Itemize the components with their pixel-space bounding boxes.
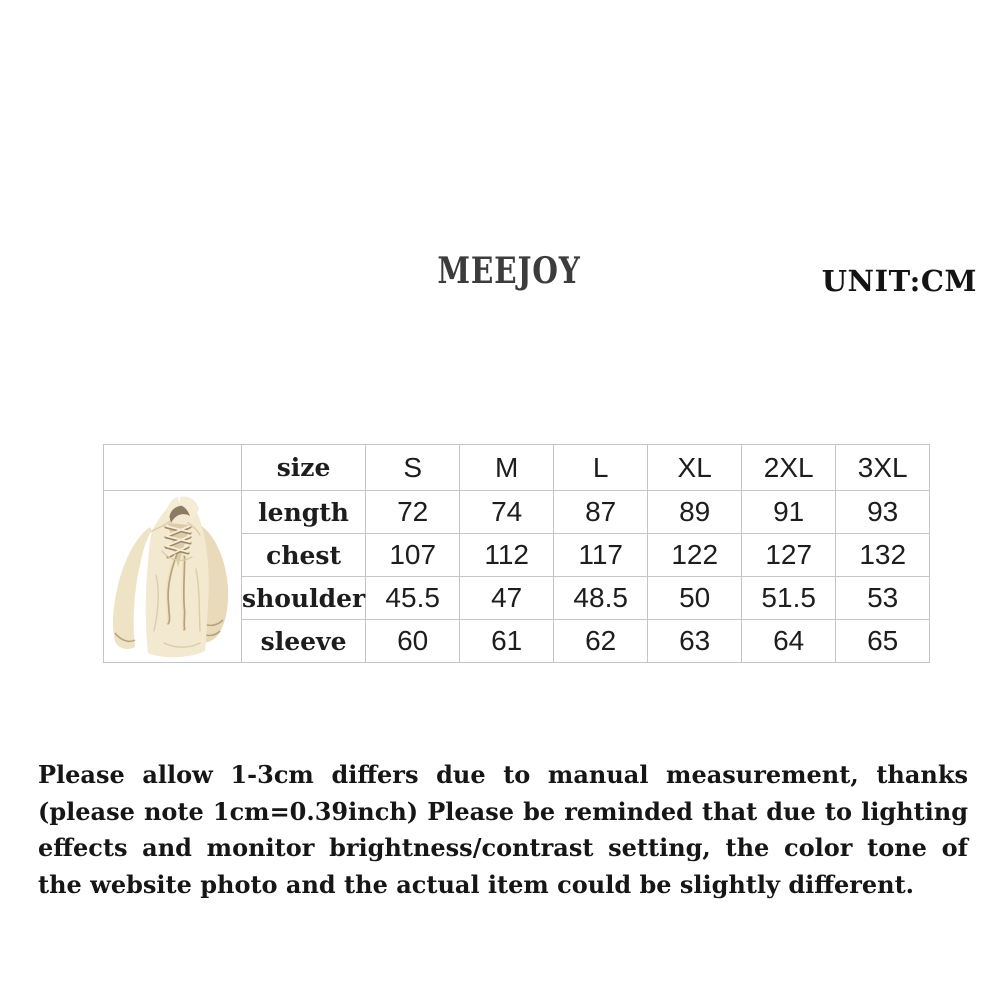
value-cell: 112 <box>460 534 554 577</box>
value-cell: 45.5 <box>366 577 460 620</box>
value-cell: 117 <box>554 534 648 577</box>
table-header-row <box>104 445 930 491</box>
shirt-photo <box>104 491 242 663</box>
column-header-s: S <box>366 445 460 491</box>
table-row-length <box>104 491 930 534</box>
measurement-disclaimer-text: Please allow 1-3cm differs due to manual measurement, thanks (please note 1cm=0.39inch) Please be reminded that due to lighting effects and monitor brightness/contrast setting, the color tone of the website photo and the actual item could be slightly different. <box>38 760 968 899</box>
row-label-sleeve: sleeve <box>242 620 366 663</box>
value-cell: 72 <box>366 491 460 534</box>
empty-corner-cell <box>104 445 242 491</box>
row-label-chest: chest <box>242 534 366 577</box>
row-label-length: length <box>242 491 366 534</box>
value-cell: 93 <box>836 491 930 534</box>
value-cell: 74 <box>460 491 554 534</box>
value-cell: 107 <box>366 534 460 577</box>
column-header-xl: XL <box>648 445 742 491</box>
size-header-cell: size <box>242 445 366 491</box>
value-cell: 89 <box>648 491 742 534</box>
brand-title: MEEJOY <box>437 250 581 292</box>
value-cell: 50 <box>648 577 742 620</box>
value-cell: 60 <box>366 620 460 663</box>
value-cell: 47 <box>460 577 554 620</box>
value-cell: 48.5 <box>554 577 648 620</box>
value-cell: 127 <box>742 534 836 577</box>
value-cell: 64 <box>742 620 836 663</box>
value-cell: 132 <box>836 534 930 577</box>
value-cell: 91 <box>742 491 836 534</box>
column-header-2xl: 2XL <box>742 445 836 491</box>
product-photo-cell <box>104 491 242 663</box>
column-header-m: M <box>460 445 554 491</box>
value-cell: 87 <box>554 491 648 534</box>
value-cell: 51.5 <box>742 577 836 620</box>
row-label-shoulder: shoulder <box>242 577 366 620</box>
unit-label: UNIT:CM <box>821 264 977 298</box>
value-cell: 61 <box>460 620 554 663</box>
shirt-left-sleeve <box>113 527 152 649</box>
column-header-l: L <box>554 445 648 491</box>
column-header-3xl: 3XL <box>836 445 930 491</box>
value-cell: 122 <box>648 534 742 577</box>
value-cell: 63 <box>648 620 742 663</box>
size-chart-table <box>103 444 930 663</box>
value-cell: 65 <box>836 620 930 663</box>
value-cell: 62 <box>554 620 648 663</box>
value-cell: 53 <box>836 577 930 620</box>
